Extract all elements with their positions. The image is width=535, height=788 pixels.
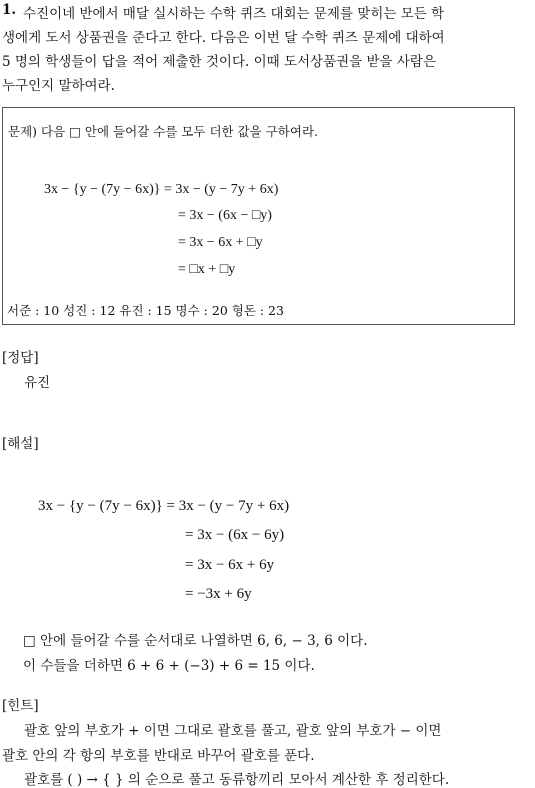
explanation-equation: = 3x − 6x + 6y: [185, 557, 275, 573]
answer-value: 유진: [24, 375, 51, 391]
explanation-equation: = 3x − (6x − 6y): [185, 527, 285, 543]
answer-label: [정답]: [2, 350, 39, 366]
problem-equation: = 3x − 6x + □y: [178, 235, 263, 250]
hint-label: [힌트]: [2, 698, 39, 714]
student-answers: 서준 : 10 성진 : 12 유진 : 15 명수 : 20 형돈 : 23: [7, 303, 284, 318]
hint-line: 괄호 앞의 부호가 + 이면 그대로 괄호를 풀고, 괄호 앞의 부호가 − 이면: [24, 723, 442, 739]
problem-title: 문제) 다음 □ 안에 들어갈 수를 모두 더한 값을 구하여라.: [8, 124, 318, 139]
explanation-equation: = −3x + 6y: [185, 586, 252, 602]
problem-equation: = □x + □y: [178, 262, 236, 277]
explanation-label: [해설]: [2, 436, 39, 452]
question-line: 5 명의 학생들이 답을 적어 제출한 것이다. 이때 도서상품권을 받을 사람은: [2, 54, 436, 70]
explanation-line: 이 수들을 더하면 6 + 6 + (−3) + 6 = 15 이다.: [23, 658, 315, 674]
problem-equation: = 3x − (6x − □y): [178, 208, 272, 223]
explanation-line: □ 안에 들어갈 수를 순서대로 나열하면 6, 6, − 3, 6 이다.: [23, 633, 368, 649]
hint-line: 괄호를 ( ) → { } 의 순으로 풀고 동류항끼리 모아서 계산한 후 정리한다.: [24, 772, 450, 788]
question-line: 수진이네 반에서 매달 실시하는 수학 퀴즈 대회는 문제를 맞히는 모든 학: [23, 6, 445, 22]
question-number: 1.: [2, 2, 17, 18]
problem-equation: 3x − {y − (7y − 6x)} = 3x − (y − 7y + 6x): [44, 182, 279, 197]
hint-line: 괄호 안의 각 항의 부호를 반대로 바꾸어 괄호를 푼다.: [2, 748, 315, 764]
question-line: 누구인지 말하여라.: [2, 78, 115, 94]
question-line: 생에게 도서 상품권을 준다고 한다. 다음은 이번 달 수학 퀴즈 문제에 대하여: [2, 30, 445, 46]
explanation-equation: 3x − {y − (7y − 6x)} = 3x − (y − 7y + 6x): [38, 498, 290, 514]
